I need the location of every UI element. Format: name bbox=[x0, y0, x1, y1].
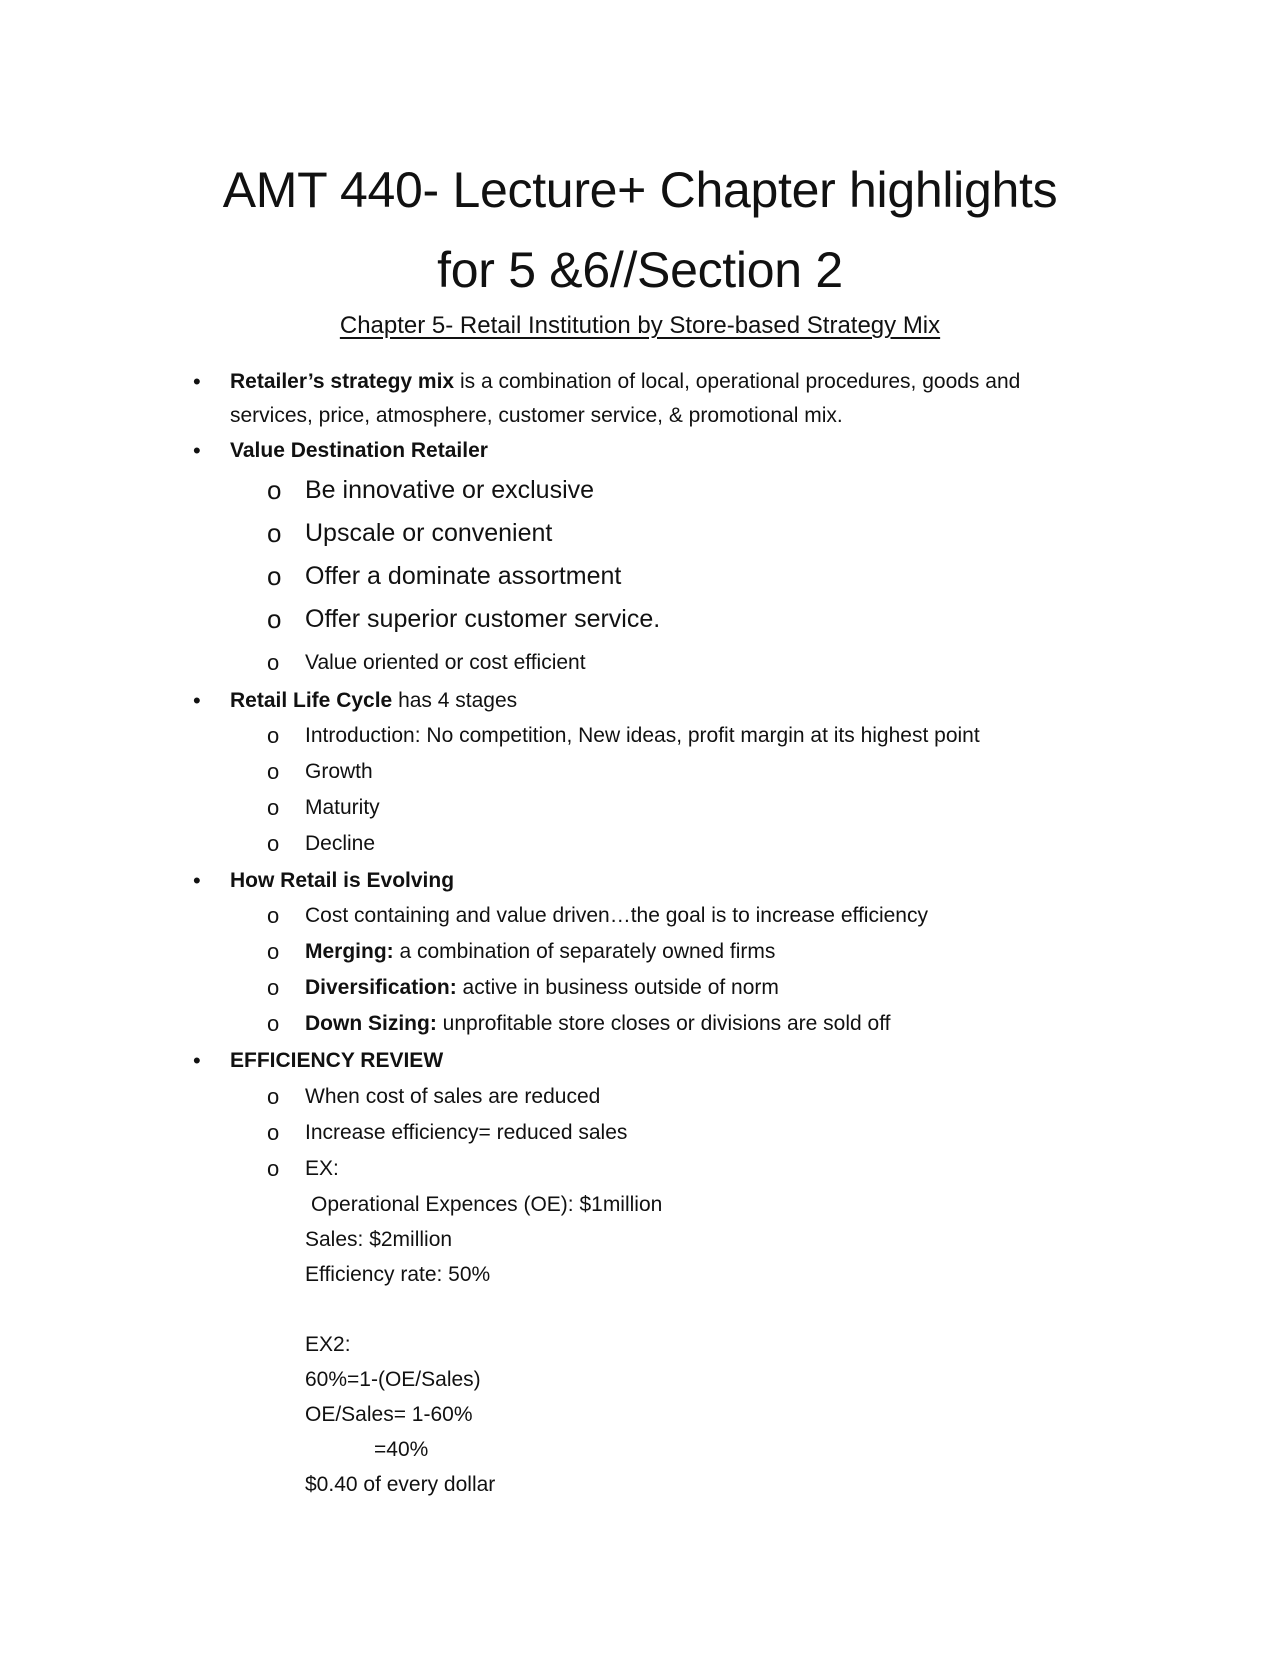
sub-bullet-icon: o bbox=[267, 903, 280, 928]
value-item: Offer superior customer service. bbox=[305, 605, 661, 633]
document-title bbox=[140, 150, 1140, 310]
sub-bullet-icon: o bbox=[267, 795, 280, 820]
chapter-heading: Chapter 5- Retail Institution by Store-based Strategy Mix bbox=[339, 312, 941, 339]
sub-bullet-icon: o bbox=[267, 759, 280, 784]
sub-bullet-icon: o bbox=[267, 518, 282, 548]
example-rate: Efficiency rate: 50% bbox=[305, 1263, 491, 1286]
strategy-mix-text: is a combination of local, operational procedures, goods and bbox=[454, 370, 1021, 393]
sub-bullet-icon: o bbox=[267, 650, 280, 675]
efficiency-item: Increase efficiency= reduced sales bbox=[305, 1121, 628, 1144]
evolving-item: Cost containing and value driven…the goal is to increase efficiency bbox=[305, 904, 928, 927]
bullet-icon: • bbox=[193, 868, 201, 893]
example-sales: Sales: $2million bbox=[305, 1228, 453, 1251]
life-cycle-term: Retail Life Cycle bbox=[230, 689, 393, 712]
value-item: Offer a dominate assortment bbox=[305, 562, 622, 590]
value-item: Value oriented or cost efficient bbox=[305, 651, 586, 674]
evolving-item-merging: Merging: a combination of separately owned firms bbox=[305, 940, 776, 963]
example2-conclusion: $0.40 of every dollar bbox=[305, 1473, 496, 1496]
strategy-mix-line-2: services, price, atmosphere, customer service, & promotional mix. bbox=[230, 404, 843, 427]
bullet-icon: • bbox=[193, 369, 201, 394]
sub-bullet-icon: o bbox=[267, 1084, 280, 1109]
example2-ratio: OE/Sales= 1-60% bbox=[305, 1403, 473, 1426]
bullet-icon: • bbox=[193, 688, 201, 713]
example2-formula: 60%=1-(OE/Sales) bbox=[305, 1368, 481, 1391]
efficiency-item: EX: bbox=[305, 1157, 339, 1180]
strategy-mix-line-1 bbox=[230, 365, 1020, 399]
sub-bullet-icon: o bbox=[267, 604, 282, 634]
evolving-item-diversification: Diversification: active in business outside of norm bbox=[305, 976, 779, 999]
efficiency-item: When cost of sales are reduced bbox=[305, 1085, 601, 1108]
evolving-heading: How Retail is Evolving bbox=[230, 869, 455, 892]
life-cycle-item: Maturity bbox=[305, 796, 380, 819]
sub-bullet-icon: o bbox=[267, 1156, 280, 1181]
life-cycle-item: Growth bbox=[305, 760, 373, 783]
example2-label: EX2: bbox=[305, 1333, 351, 1356]
evolving-item-downsizing: Down Sizing: unprofitable store closes or divisions are sold off bbox=[305, 1012, 891, 1035]
sub-bullet-icon: o bbox=[267, 475, 282, 505]
efficiency-heading: EFFICIENCY REVIEW bbox=[230, 1049, 444, 1072]
title-line-2: for 5 &6//Section 2 bbox=[437, 242, 843, 298]
sub-bullet-icon: o bbox=[267, 831, 280, 856]
sub-bullet-icon: o bbox=[267, 561, 282, 591]
bullet-icon: • bbox=[193, 438, 201, 463]
sub-bullet-icon: o bbox=[267, 975, 280, 1000]
life-cycle-item: Introduction: No competition, New ideas, profit margin at its highest point bbox=[305, 724, 980, 747]
bullet-icon: • bbox=[193, 1048, 201, 1073]
sub-bullet-icon: o bbox=[267, 1120, 280, 1145]
example2-result: =40% bbox=[374, 1438, 429, 1461]
sub-bullet-icon: o bbox=[267, 723, 280, 748]
life-cycle-line: Retail Life Cycle has 4 stages bbox=[230, 689, 518, 712]
value-item: Upscale or convenient bbox=[305, 519, 553, 547]
sub-bullet-icon: o bbox=[267, 1011, 280, 1036]
example-oe: Operational Expences (OE): $1million bbox=[311, 1193, 663, 1216]
title-line-1: AMT 440- Lecture+ Chapter highlights bbox=[222, 162, 1058, 218]
value-item: Be innovative or exclusive bbox=[305, 476, 595, 504]
value-destination-heading: Value Destination Retailer bbox=[230, 439, 488, 462]
strategy-mix-term: Retailer’s strategy mix bbox=[230, 370, 455, 393]
life-cycle-item: Decline bbox=[305, 832, 376, 855]
sub-bullet-icon: o bbox=[267, 939, 280, 964]
